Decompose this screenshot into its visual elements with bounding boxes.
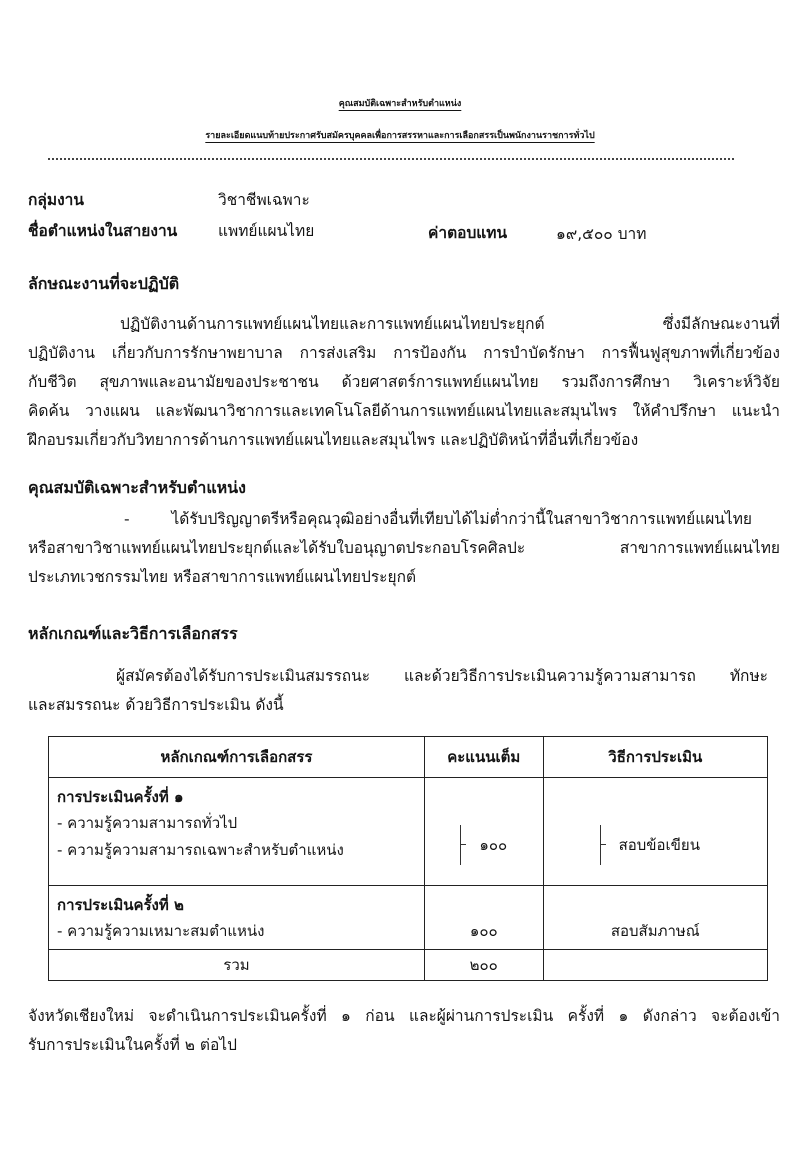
table-header-row	[49, 737, 768, 778]
round1-score: ๑๐๐	[479, 835, 508, 854]
round2-criteria-cell	[49, 886, 425, 950]
footer-line: รับการประเมินในครั้งที่ ๒ ต่อไป	[28, 1036, 237, 1054]
round2-method-cell	[543, 886, 767, 950]
qualification-line: ประเภทเวชกรรมไทย หรือสาขาการแพทย์แผนไทยประยุกต์	[28, 568, 417, 586]
header-full-score: คะแนนเต็ม	[424, 737, 543, 778]
round2-item: - ความรู้ความเหมาะสมตำแหน่ง	[57, 922, 265, 940]
selection-line: และสมรรถนะ ด้วยวิธีการประเมิน ดังนี้	[28, 696, 284, 714]
duties-line: ปฏิบัติงาน เกี่ยวกับการรักษาพยาบาล การส่งเสริม การป้องกัน การบำบัดรักษา การฟื้นฟูสุขภาพที่เกี่ยวข้อง	[28, 344, 780, 362]
salary-label: ค่าตอบแทน	[428, 224, 508, 242]
group-label: กลุ่มงาน	[28, 191, 84, 209]
footer-paragraph	[28, 1002, 780, 1060]
total-score: ๒๐๐	[469, 956, 498, 974]
position-label: ชื่อตำแหน่งในสายงาน	[28, 222, 178, 240]
qualification-line: หรือสาขาวิชาแพทย์แผนไทยประยุกต์และได้รับใบอนุญาตประกอบโรคศิลปะ สาขาการแพทย์แผนไทย	[28, 539, 780, 557]
round1-title: การประเมินครั้งที่ ๑	[57, 788, 184, 806]
position-value: แพทย์แผนไทย	[218, 222, 315, 240]
duties-paragraph	[28, 310, 780, 455]
qualification-line: - ได้รับปริญญาตรีหรือคุณวุฒิอย่างอื่นที่เทียบได้ไม่ต่ำกว่านี้ในสาขาวิชาการแพทย์แผนไทย	[124, 510, 752, 528]
round2-title: การประเมินครั้งที่ ๒	[57, 896, 184, 914]
header-method: วิธีการประเมิน	[543, 737, 767, 778]
round1-method: สอบข้อเขียน	[618, 835, 700, 854]
selection-criteria-table	[48, 736, 768, 981]
footer-line: จังหวัดเชียงใหม่ จะดำเนินการประเมินครั้งที่ ๑ ก่อน และผู้ผ่านการประเมิน ครั้งที่ ๑ ดังกล่าว จะต้องเข้า	[28, 1007, 780, 1025]
document-subtitle: รายละเอียดแนบท้ายประกาศรับสมัครบุคคลเพื่อการสรรหาและการเลือกสรรเป็นพนักงานราชการทั่วไป	[205, 131, 595, 141]
round2-score-cell	[424, 886, 543, 950]
total-label: รวม	[223, 956, 250, 974]
qualifications-paragraph	[28, 505, 780, 592]
selection-paragraph	[28, 662, 780, 720]
table-total-row	[49, 950, 768, 981]
selection-line: ผู้สมัครต้องได้รับการประเมินสมรรถนะ และด้วยวิธีการประเมินความรู้ความสามารถ ทักษะ	[116, 667, 768, 685]
table-row-round1	[49, 778, 768, 886]
brace-mark	[460, 825, 469, 865]
round1-score-wrap	[433, 778, 535, 885]
document-title: คุณสมบัติเฉพาะสำหรับตำแหน่ง	[338, 99, 462, 109]
round1-score-cell	[424, 778, 543, 886]
total-label-cell	[49, 950, 425, 981]
round2-score: ๑๐๐	[469, 922, 498, 940]
duties-line: กับชีวิต สุขภาพและอนามัยของประชาชน ด้วยศาสตร์การแพทย์แผนไทย รวมถึงการศึกษา วิเคราะห์วิจัย	[28, 373, 780, 391]
selection-heading: หลักเกณฑ์และวิธีการเลือกสรร	[28, 624, 238, 643]
round1-method-wrap	[552, 778, 759, 885]
duties-line: ปฏิบัติงานด้านการแพทย์แผนไทยและการแพทย์แผนไทยประยุกต์ ซึ่งมีลักษณะงานที่	[120, 315, 780, 333]
round1-item: - ความรู้ความสามารถทั่วไป	[57, 814, 238, 832]
salary-value: ๑๙,๕๐๐ บาท	[556, 225, 647, 243]
round1-item: - ความรู้ความสามารถเฉพาะสำหรับตำแหน่ง	[57, 841, 344, 859]
duties-heading: ลักษณะงานที่จะปฏิบัติ	[28, 274, 180, 293]
duties-line: ฝึกอบรมเกี่ยวกับวิทยาการด้านการแพทย์แผนไทยและสมุนไพร และปฏิบัติหน้าที่อื่นที่เกี่ยวข้อง	[28, 431, 639, 449]
round1-criteria-cell	[49, 778, 425, 886]
total-empty-cell	[543, 950, 767, 981]
dotted-divider	[48, 158, 734, 160]
qualifications-heading: คุณสมบัติเฉพาะสำหรับตำแหน่ง	[28, 478, 246, 497]
round2-method: สอบสัมภาษณ์	[610, 922, 700, 940]
brace-mark	[600, 825, 609, 865]
total-score-cell	[424, 950, 543, 981]
group-value: วิชาชีพเฉพาะ	[218, 191, 310, 209]
round1-method-cell	[543, 778, 767, 886]
table-row-round2	[49, 886, 768, 950]
duties-line: คิดค้น วางแผน และพัฒนาวิชาการและเทคโนโลยีด้านการแพทย์แผนไทยและสมุนไพร ให้คำปรึกษา แนะนำ	[28, 402, 780, 420]
header-criteria: หลักเกณฑ์การเลือกสรร	[49, 737, 425, 778]
